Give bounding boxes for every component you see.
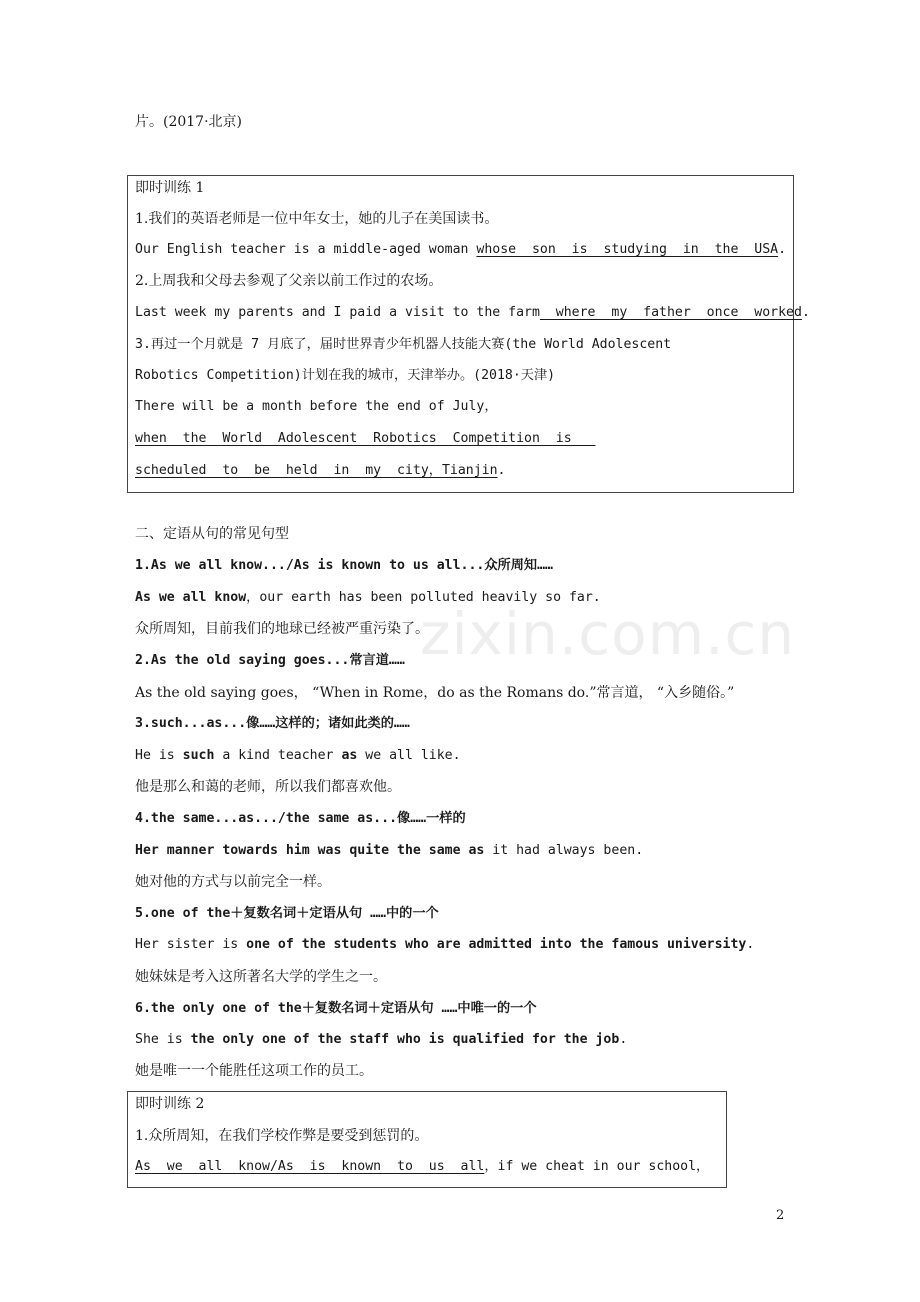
pattern3-translation: 他是那么和蔼的老师，所以我们都喜欢他。 (135, 779, 401, 795)
practice2-q1-en: As we all know/As is known to us all，if we cheat in our school， (135, 1159, 710, 1174)
answer-blank: As we all know/As is known to us all (135, 1159, 485, 1174)
pattern2-title: 2.As the old saying goes...常言道…… (135, 653, 405, 668)
answer-blank: when the World Adolescent Robotics Competition is (135, 431, 596, 446)
answer-blank: scheduled to be held in my city，Tianjin (135, 463, 498, 478)
practice1-q3-cn-a: 3.再过一个月就是 7 月底了，届时世界青少年机器人技能大赛(the World Adolescent (135, 337, 672, 352)
practice1-title: 即时训练 1 (135, 180, 205, 196)
pattern6-example: She is the only one of the staff who is qualified for the job. (135, 1032, 628, 1047)
pattern1-title: 1.As we all know.../As is known to us all...众所周知…… (135, 558, 553, 573)
practice2-title: 即时训练 2 (135, 1096, 205, 1112)
watermark: zixin.com.cn (420, 600, 796, 668)
pattern3-title: 3.such...as...像……这样的；诸如此类的…… (135, 716, 410, 731)
pattern2-example: As the old saying goes， “When in Rome，do as the Romans do.”常言道， “入乡随俗。” (135, 685, 735, 701)
practice1-q2-en: Last week my parents and I paid a visit to the farm where my father once worked. (135, 305, 810, 320)
practice2-q1-cn: 1.众所周知，在我们学校作弊是要受到惩罚的。 (135, 1128, 429, 1144)
top-line: 片。(2017·北京) (135, 114, 243, 130)
practice1-q2-cn: 2.上周我和父母去参观了父亲以前工作过的农场。 (135, 273, 443, 289)
pattern4-title: 4.the same...as.../the same as...像……一样的 (135, 811, 466, 826)
pattern5-example: Her sister is one of the students who are admitted into the famous university. (135, 937, 755, 952)
section2-heading: 二、定语从句的常见句型 (135, 526, 289, 542)
practice1-q3-answer-a (135, 429, 596, 449)
practice1-q1-cn: 1.我们的英语老师是一位中年女士，她的儿子在美国读书。 (135, 211, 499, 227)
pattern5-title: 5.one of the＋复数名词＋定语从句 ……中的一个 (135, 906, 439, 921)
pattern1-translation: 众所周知，目前我们的地球已经被严重污染了。 (135, 621, 429, 637)
pattern3-example: He is such a kind teacher as we all like. (135, 748, 461, 763)
page-number: 2 (776, 1208, 785, 1223)
pattern1-example: As we all know，our earth has been polluted heavily so far. (135, 590, 601, 605)
practice1-q3-cn-b: Robotics Competition)计划在我的城市，天津举办。(2018·天津) (135, 368, 556, 383)
pattern6-translation: 她是唯一一个能胜任这项工作的员工。 (135, 1063, 373, 1079)
pattern4-translation: 她对他的方式与以前完全一样。 (135, 874, 331, 890)
pattern4-example: Her manner towards him was quite the same as it had always been. (135, 843, 644, 858)
answer-blank: where my father once worked (539, 305, 802, 320)
practice1-q3-answer-b: scheduled to be held in my city，Tianjin. (135, 463, 506, 478)
pattern5-translation: 她妹妹是考入这所著名大学的学生之一。 (135, 969, 387, 985)
practice1-q3-en: There will be a month before the end of July， (135, 399, 498, 414)
practice1-q1-en: Our English teacher is a middle-aged woman whose son is studying in the USA. (135, 242, 787, 257)
pattern6-title: 6.the only one of the＋复数名词＋定语从句 ……中唯一的一个 (135, 1001, 537, 1016)
answer-blank: whose son is studying in the USA (476, 242, 779, 257)
